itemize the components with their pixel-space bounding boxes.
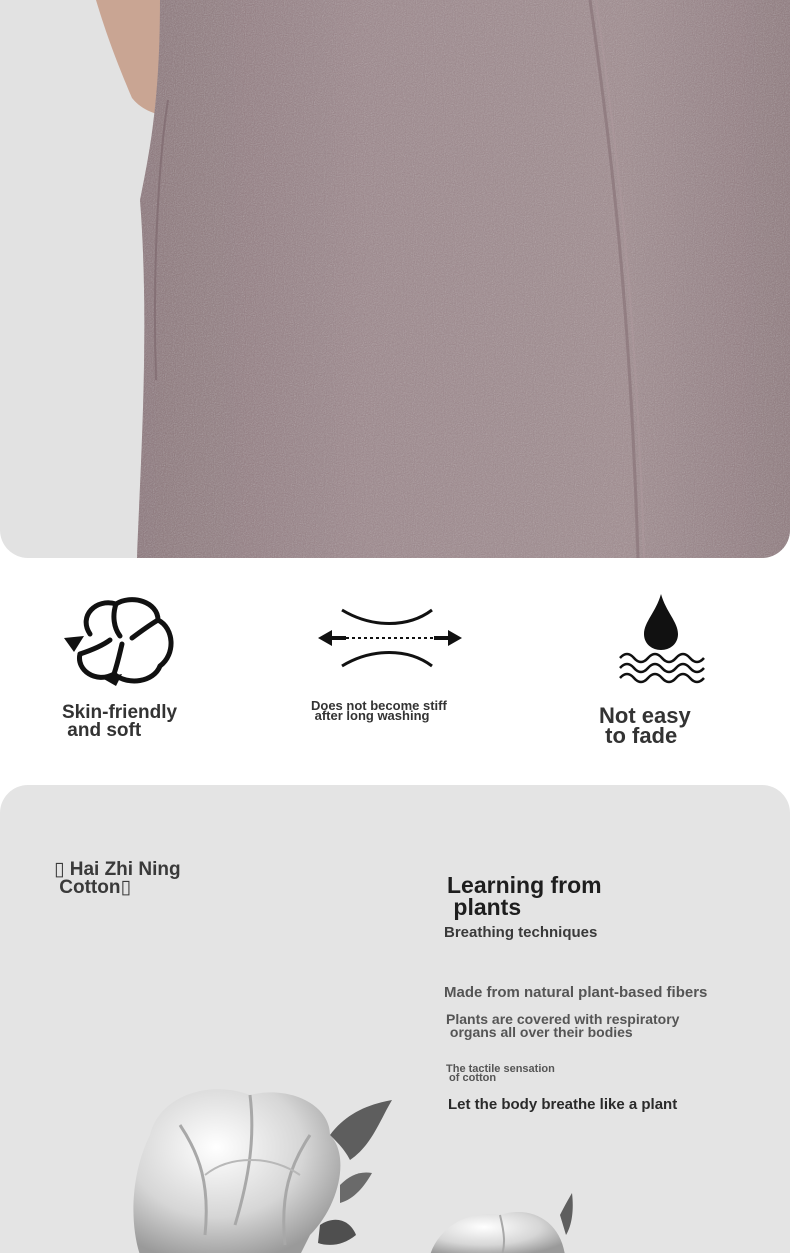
feature-label-skin: Skin-friendly and soft <box>62 702 178 741</box>
feature-label-fade: Not easy to fade <box>599 703 691 748</box>
info-heading: Learning from plants <box>447 872 602 920</box>
info-small-note: The tactile sensation of cotton <box>446 1063 555 1084</box>
info-body-respiratory: Plants are covered with respiratory organs all over their bodies <box>446 1011 680 1040</box>
info-subheading: Breathing techniques <box>444 924 598 941</box>
info-panel <box>0 785 790 1253</box>
info-tagline: Let the body breathe like a plant <box>448 1096 678 1113</box>
feature-strip <box>0 558 790 786</box>
water-drop-icon <box>618 594 706 686</box>
cotton-plant-illustration <box>0 1075 790 1253</box>
cotton-boll-icon <box>62 594 178 686</box>
fabric-closeup-photo <box>0 0 790 558</box>
brand-name: ▯ Hai Zhi Ning Cotton▯ <box>54 859 181 898</box>
fabric-illustration <box>0 0 790 558</box>
feature-label-stiff: Does not become stiff after long washing <box>311 698 447 723</box>
stretch-arrows-icon <box>316 606 464 670</box>
info-body-fibers: Made from natural plant-based fibers <box>444 984 708 1001</box>
